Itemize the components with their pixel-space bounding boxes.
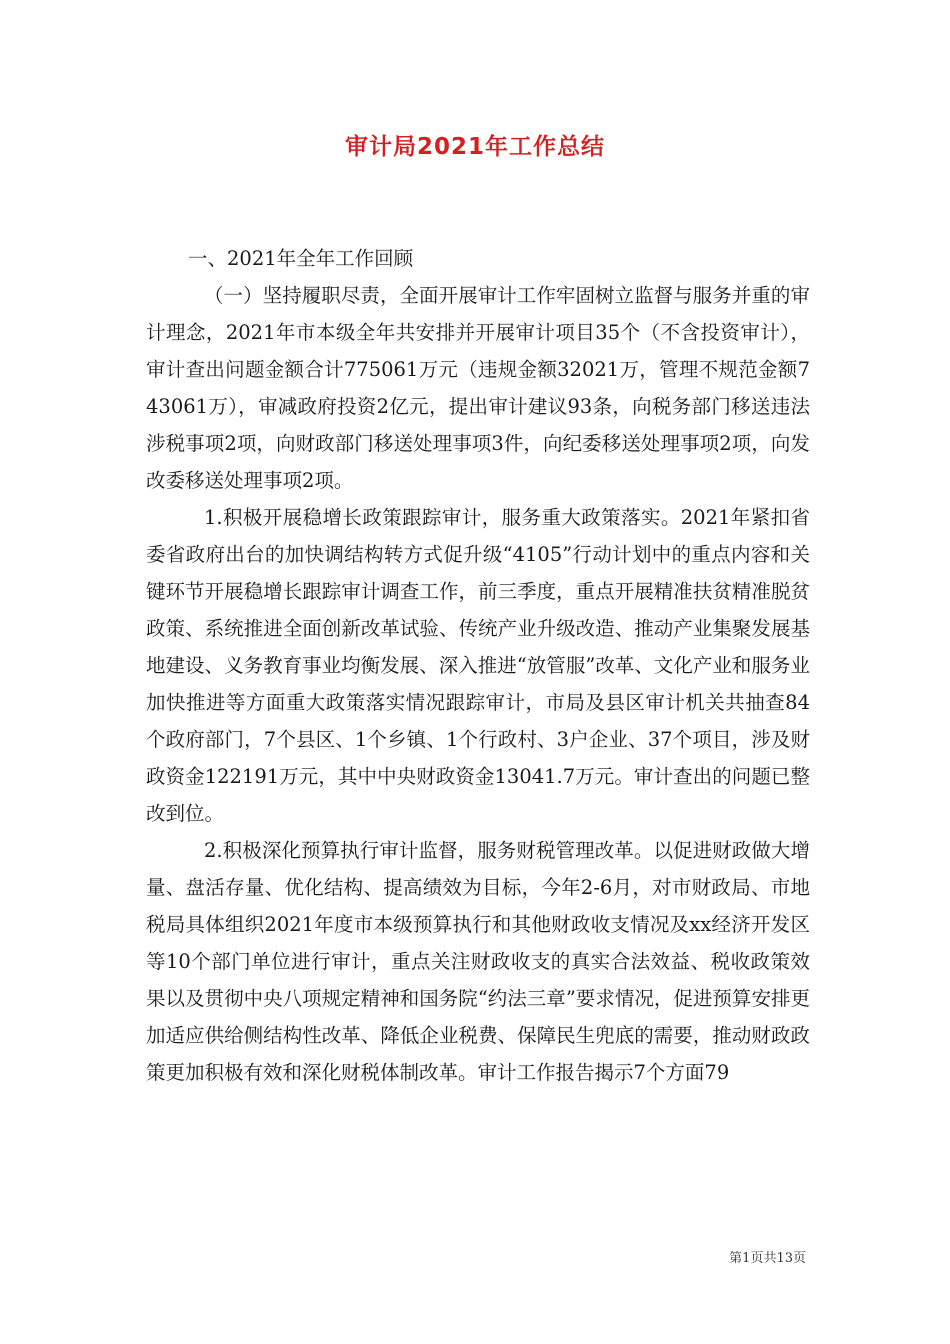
paragraph-overview: （一）坚持履职尽责，全面开展审计工作牢固树立监督与服务并重的审计理念，2021年市本级全年共安排并开展审计项目35个（不含投资审计），审计查出问题金额合计775061万元（违规金额32021万，管理不规范金额743061万），审减政府投资2亿元，提出审计建议93条，向税务部门移送违法涉税事项2项，向财政部门移送处理事项3件，向纪委移送处理事项2项，向发改委移送处理事项2项。	[146, 284, 810, 492]
page-number-footer: 第1页共13页	[729, 1251, 806, 1266]
paragraph-budget-audit: 2.积极深化预算执行审计监督，服务财税管理改革。以促进财政做大增量、盘活存量、优化结构、提高绩效为目标，今年2-6月，对市财政局、市地税局具体组织2021年度市本级预算执行和其他财政收支情况及xx经济开发区等10个部门单位进行审计，重点关注财政收支的真实合法效益、税收政策效果以及贯彻中央八项规定精神和国务院“约法三章”要求情况，促进预算安排更加适应供给侧结构性改革、降低企业税费、保障民生兜底的需要，推动财政政策更加积极有效和深化财税体制改革。审计工作报告揭示7个方面79	[146, 839, 810, 1084]
document-title: 审计局2021年工作总结	[344, 134, 605, 160]
section-heading: 一、2021年全年工作回顾	[188, 247, 414, 270]
paragraph-policy-audit: 1.积极开展稳增长政策跟踪审计，服务重大政策落实。2021年紧扣省委省政府出台的加快调结构转方式促升级“4105”行动计划中的重点内容和关键环节开展稳增长跟踪审计调查工作，前三季度，重点开展精准扶贫精准脱贫政策、系统推进全面创新改革试验、传统产业升级改造、推动产业集聚发展基地建设、义务教育事业均衡发展、深入推进“放管服”改革、文化产业和服务业加快推进等方面重大政策落实情况跟踪审计，市局及县区审计机关共抽查84个政府部门，7个县区、1个乡镇、1个行政村、3户企业、37个项目，涉及财政资金122191万元，其中中央财政资金13041.7万元。审计查出的问题已整改到位。	[146, 506, 810, 825]
document-body	[146, 240, 810, 1091]
